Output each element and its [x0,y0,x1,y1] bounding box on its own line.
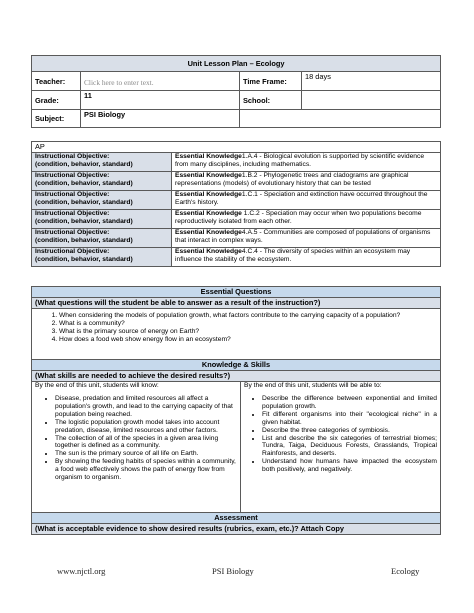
skill-item: • Fit different organisms into their "ecological niche" in a given habitat. [262,411,437,427]
question-item: 4. How does a food web show energy flow in an ecosystem? [59,336,437,344]
skills-column [241,382,441,513]
lesson-plan-header-table [31,55,441,128]
essential-questions-list [32,309,441,360]
know-item: • Disease, predation and limited resources all affect a population's growth, and lead to the carrying capacity of that population being reached. [55,395,237,419]
teacher-field[interactable] [81,72,240,91]
objective-row [32,191,441,210]
know-item: • The logistic population growth model takes into account predation, disease, limited resources and other factors. [55,419,237,435]
objective-label: Instructional Objective: (condition, behavior, standard) [32,248,172,267]
footer-course: PSI Biology [212,566,254,576]
essential-knowledge: Essential Knowledge1.A.4 - Biological evolution is supported by scientific evidence from many disciplines, including mathematics. [172,153,441,172]
objective-row [32,210,441,229]
subject-blank [240,110,441,128]
objective-label: Instructional Objective: (condition, behavior, standard) [32,172,172,191]
skills-intro: By the end of this unit, students will be able to: [244,382,382,389]
essential-questions-title: Essential Questions [32,287,441,298]
footer-unit: Ecology [391,566,420,576]
essential-knowledge: Essential Knowledge 1.C.2 - Speciation may occur when two populations become reproductively isolated from each other. [172,210,441,229]
skill-item: • Describe the difference between exponential and limited population growth. [262,395,437,411]
footer-website: www.njctl.org [57,566,106,576]
objective-label: Instructional Objective: (condition, behavior, standard) [32,153,172,172]
subject-value[interactable]: PSI Biology [81,110,240,128]
essential-knowledge: Essential Knowledge4.C.4 - The diversity of species within an ecosystem may influence the stability of the ecosystem. [172,248,441,267]
know-item: • The sun is the primary source of all life on Earth. [55,450,237,458]
essential-questions-subtitle: (What questions will the student be able to answer as a result of the instruction?) [32,298,441,309]
know-item: • The collection of all of the species in a given area living together is defined as a community. [55,435,237,451]
grade-value[interactable]: 11 [81,91,240,110]
assessment-subtitle: (What is acceptable evidence to show desired results (rubrics, exam, etc.)? Attach Copy [32,524,441,535]
question-item: 3. What is the primary source of energy on Earth? [59,328,437,336]
school-label: School: [240,91,302,110]
know-intro: By the end of this unit, students will know: [35,382,159,389]
essential-knowledge: Essential Knowledge1.B.2 - Phylogenetic trees and cladograms are graphical representations (models) of evolutionary history that can be tested [172,172,441,191]
unit-details-table [31,286,441,535]
know-column [32,382,241,513]
question-item: 2. What is a community? [59,320,437,328]
timeframe-value[interactable]: 18 days [302,72,441,91]
question-item: 1. When considering the models of population growth, what factors contribute to the carrying capacity of a population? [59,312,437,320]
assessment-title: Assessment [32,513,441,524]
plan-title: Unit Lesson Plan – Ecology [32,56,441,72]
objective-label: Instructional Objective: (condition, behavior, standard) [32,210,172,229]
skill-item: • Understand how humans have impacted the ecosystem both positively, and negatively. [262,458,437,474]
timeframe-label: Time Frame: [240,72,302,91]
ap-header: AP [32,142,441,153]
skill-item: • Describe the three categories of symbiosis. [262,427,437,435]
objective-row [32,229,441,248]
objective-row [32,172,441,191]
knowledge-skills-title: Knowledge & Skills [32,360,441,371]
teacher-placeholder: Click here to enter text. [84,78,154,87]
grade-label: Grade: [32,91,81,110]
know-item: • By showing the feeding habits of species within a community, a food web effectively shows the path of energy flow from organism to organism. [55,458,237,482]
objective-row [32,153,441,172]
teacher-label: Teacher: [32,72,81,91]
skill-item: • List and describe the six categories of terrestrial biomes; Tundra, Taiga, Deciduous Forests, Grasslands, Tropical Rainforests, and deserts. [262,435,437,459]
subject-label: Subject: [32,110,81,128]
objective-label: Instructional Objective: (condition, behavior, standard) [32,191,172,210]
objective-label: Instructional Objective: (condition, behavior, standard) [32,229,172,248]
essential-knowledge: Essential Knowledge1.C.1 - Speciation and extinction have occurred throughout the Earth's history. [172,191,441,210]
knowledge-skills-subtitle: (What skills are needed to achieve the desired results?) [32,371,441,382]
objective-row [32,248,441,267]
school-value[interactable] [302,91,441,110]
objectives-table [31,141,441,267]
essential-knowledge: Essential Knowledge4.A.5 - Communities are composed of populations of organisms that interact in complex ways. [172,229,441,248]
